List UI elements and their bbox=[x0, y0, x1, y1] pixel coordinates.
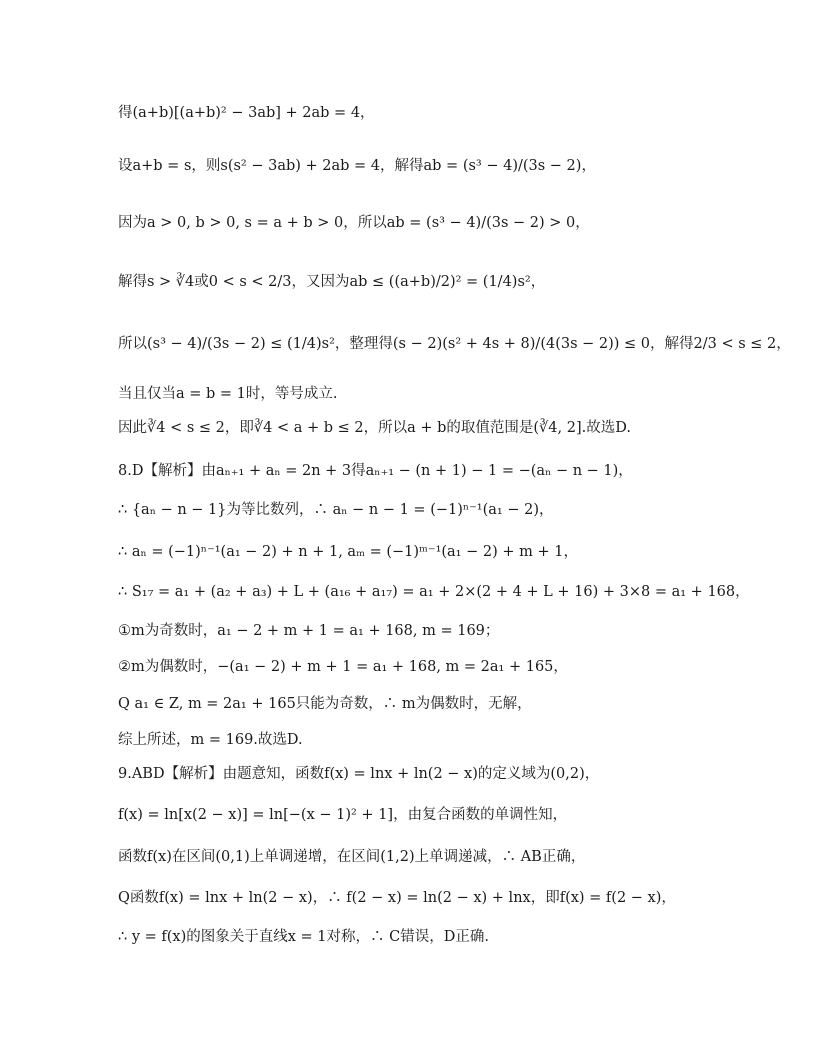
solution-line: ①m为奇数时，a₁ − 2 + m + 1 = a₁ + 168, m = 169； bbox=[118, 623, 500, 639]
problem-9-header: 9.ABD【解析】由题意知，函数f(x) = lnx + ln(2 − x)的定义域为(0,2)， bbox=[118, 766, 600, 782]
solution-line: Q函数f(x) = lnx + ln(2 − x)，∴ f(2 − x) = ln(2 − x) + lnx，即f(x) = f(2 − x)， bbox=[118, 890, 676, 906]
solution-line: 因此∛4 < s ≤ 2，即∛4 < a + b ≤ 2，所以a + b的取值范围是(∛4, 2].故选D. bbox=[118, 420, 631, 436]
solution-line: ②m为偶数时，−(a₁ − 2) + m + 1 = a₁ + 168, m = 2a₁ + 165， bbox=[118, 659, 568, 675]
solution-line: f(x) = ln[x(2 − x)] = ln[−(x − 1)² + 1]，由复合函数的单调性知， bbox=[118, 807, 568, 823]
solution-line: 得(a+b)[(a+b)² − 3ab] + 2ab = 4， bbox=[118, 105, 375, 121]
solution-line: ∴ S₁₇ = a₁ + (a₂ + a₃) + L + (a₁₆ + a₁₇) = a₁ + 2×(2 + 4 + L + 16) + 3×8 = a₁ + 168， bbox=[118, 584, 750, 600]
solution-line: 解得s > ∛4或0 < s < 2/3，又因为ab ≤ ((a+b)/2)² = (1/4)s²， bbox=[118, 274, 546, 290]
solution-line: 综上所述，m = 169.故选D. bbox=[118, 732, 303, 748]
solution-line: 设a+b = s，则s(s² − 3ab) + 2ab = 4，解得ab = (s³ − 4)/(3s − 2)， bbox=[118, 158, 596, 174]
solution-line: ∴ aₙ = (−1)ⁿ⁻¹(a₁ − 2) + n + 1, aₘ = (−1)ᵐ⁻¹(a₁ − 2) + m + 1， bbox=[118, 544, 578, 560]
problem-8-header: 8.D【解析】由aₙ₊₁ + aₙ = 2n + 3得aₙ₊₁ − (n + 1) − 1 = −(aₙ − n − 1)， bbox=[118, 463, 633, 479]
solution-line: ∴ y = f(x)的图象关于直线x = 1对称，∴ C错误，D正确. bbox=[118, 929, 489, 945]
solution-line: 因为a > 0, b > 0, s = a + b > 0，所以ab = (s³ − 4)/(3s − 2) > 0， bbox=[118, 215, 590, 231]
solution-line: Q a₁ ∈ Z, m = 2a₁ + 165只能为奇数，∴ m为偶数时，无解， bbox=[118, 696, 532, 712]
solution-line: 当且仅当a = b = 1时，等号成立. bbox=[118, 386, 338, 402]
solution-line: 函数f(x)在区间(0,1)上单调递增，在区间(1,2)上单调递减，∴ AB正确， bbox=[118, 849, 586, 865]
solution-line: ∴ {aₙ − n − 1}为等比数列，∴ aₙ − n − 1 = (−1)ⁿ⁻¹(a₁ − 2)， bbox=[118, 502, 554, 518]
solution-line: 所以(s³ − 4)/(3s − 2) ≤ (1/4)s²，整理得(s − 2)(s² + 4s + 8)/(4(3s − 2)) ≤ 0，解得2/3 < s ≤ 2， bbox=[118, 336, 791, 352]
